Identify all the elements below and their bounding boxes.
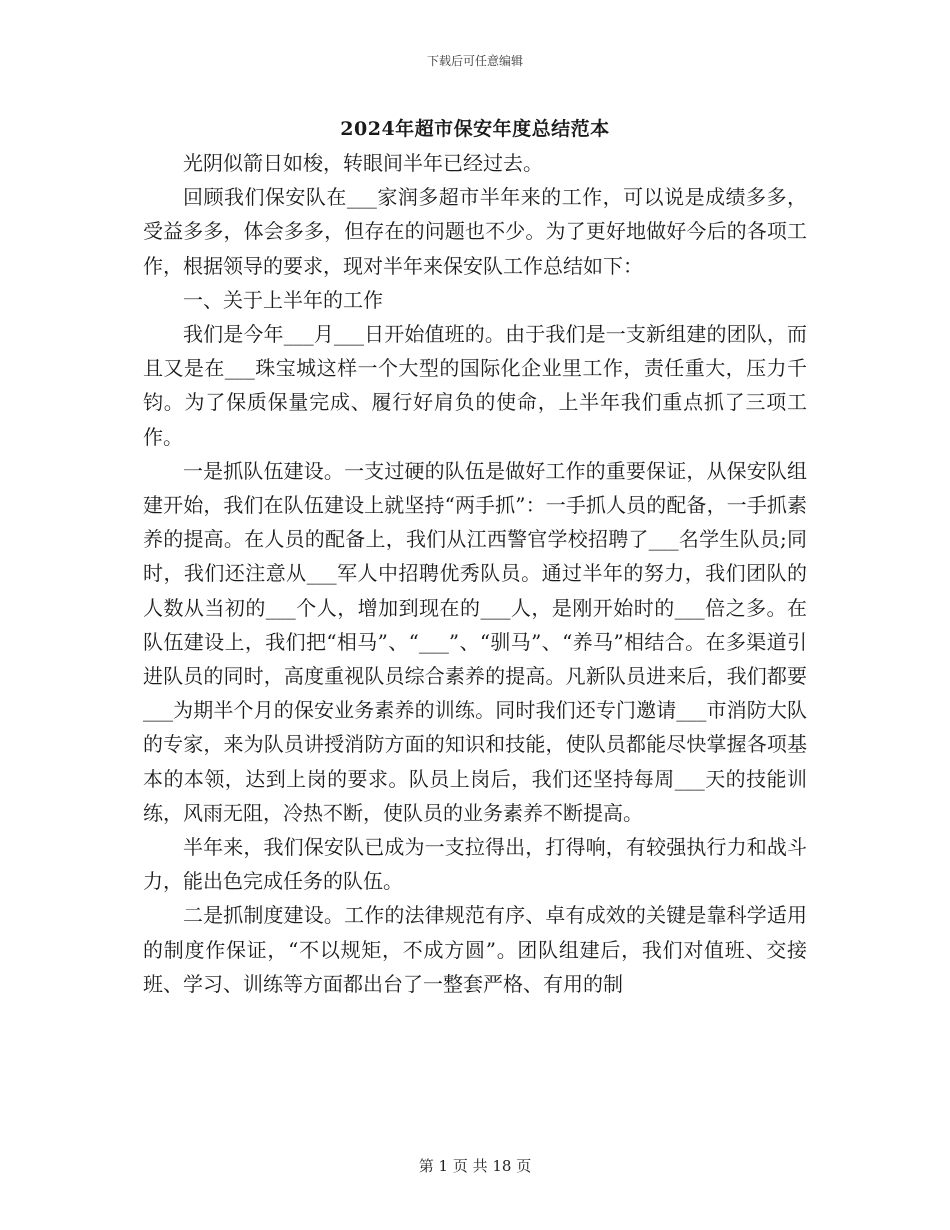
- paragraph: 二是抓制度建设。工作的法律规范有序、卓有成效的关键是靠科学适用的制度作保证，“不以规矩，不成方圆”。团队组建后，我们对值班、交接班、学习、训练等方面都出台了一整套严格、有用的制: [143, 903, 807, 996]
- document-title: 2024年超市保安年度总结范本: [340, 118, 610, 140]
- header-note: 下载后可任意编辑: [426, 54, 523, 68]
- paragraph: 半年来，我们保安队已成为一支拉得出，打得响，有较强执行力和战斗力，能出色完成任务的队伍。: [143, 835, 807, 894]
- paragraph: 一是抓队伍建设。一支过硬的队伍是做好工作的重要保证，从保安队组建开始，我们在队伍建设上就坚持“两手抓”：一手抓人员的配备，一手抓素养的提高。在人员的配备上，我们从江西警官学校招聘了___名学生队员;同时，我们还注意从___军人中招聘优秀队员。通过半年的努力，我们团队的人数从当初的___个人，增加到现在的___人，是刚开始时的___倍之多。在队伍建设上，我们把“相马”、“___”、“驯马”、“养马”相结合。在多渠道引进队员的同时，高度重视队员综合素养的提高。凡新队员进来后，我们都要___为期半个月的保安业务素养的训练。同时我们还专门邀请___市消防大队的专家，来为队员讲授消防方面的知识和技能，使队员都能尽快掌握各项基本的本领，达到上岗的要求。队员上岗后，我们还坚持每周___天的技能训练，风雨无阻，冷热不断，使队员的业务素养不断提高。: [143, 458, 807, 825]
- section-heading: 一、关于上半年的工作: [183, 287, 383, 312]
- paragraph: 回顾我们保安队在___家润多超市半年来的工作，可以说是成绩多多，受益多多，体会多多，但存在的问题也不少。为了更好地做好今后的各项工作，根据领导的要求，现对半年来保安队工作总结如下：: [143, 185, 807, 278]
- paragraph: 我们是今年___月___日开始值班的。由于我们是一支新组建的团队，而且又是在___珠宝城这样一个大型的国际化企业里工作，责任重大，压力千钧。为了保质保量完成、履行好肩负的使命，上半年我们重点抓了三项工作。: [143, 322, 807, 449]
- paragraph: 光阴似箭日如梭，转眼间半年已经过去。: [183, 151, 543, 175]
- page-indicator: 第 1 页 共 18 页: [418, 1157, 532, 1175]
- document-body: [143, 146, 807, 1001]
